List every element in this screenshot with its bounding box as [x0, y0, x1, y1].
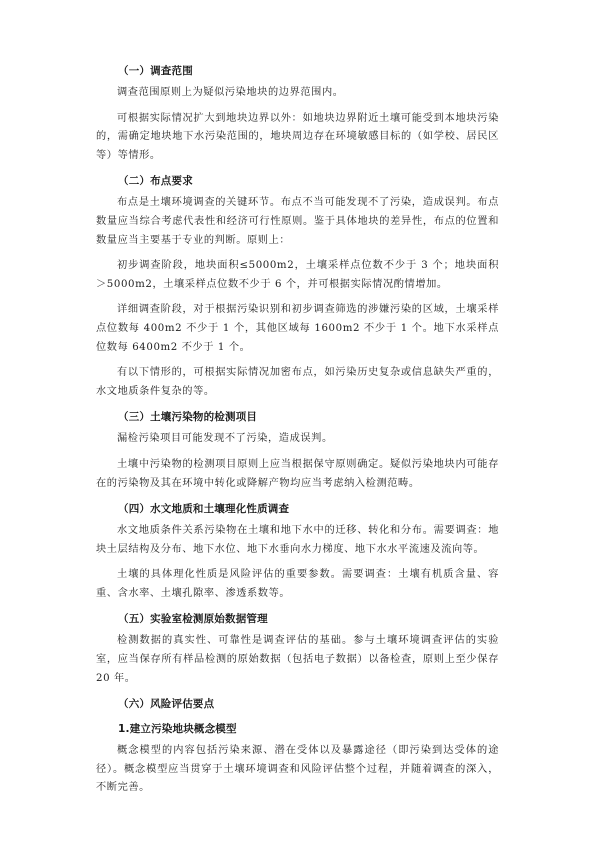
- document-body: [0, 62, 595, 798]
- paragraph: 详细调查阶段，对于根据污染识别和初步调查筛选的涉嫌污染的区域，土壤采样点位数每 400m2 不少于 1 个，其他区域每 1600m2 不少于 1 个。地下水采样点位数每 6400m2 不少于 1 个。: [96, 304, 499, 353]
- section-soil-test-items: [0, 408, 595, 493]
- paragraph: 水文地质条件关系污染物在土壤和地下水中的迁移、转化和分布。需要调查：地块土层结构及分布、地下水位、地下水垂向水力梯度、地下水水平流速及流向等。: [96, 525, 499, 555]
- section-heading: （六）风险评估要点: [118, 698, 215, 711]
- paragraph: 概念模型的内容包括污染来源、潜在受体以及暴露途径（即污染到达受体的途径）。概念模型应当贯穿于土壤环境调查和风险评估整个过程，并随着调查的深入，不断完善。: [96, 745, 499, 794]
- section-hydrogeology: [0, 500, 595, 603]
- section-conceptual-model: [0, 720, 595, 798]
- section-sampling-requirements: [0, 172, 595, 401]
- section-survey-scope: [0, 62, 595, 165]
- section-heading: （五）实验室检测原始数据管理: [118, 613, 268, 626]
- section-lab-data-management: [0, 610, 595, 688]
- section-heading: （二）布点要求: [118, 175, 193, 188]
- paragraph: 可根据实际情况扩大到地块边界以外：如地块边界附近土壤可能受到本地块污染的，需确定地块地下水污染范围的，地块周边存在环境敏感目标的（如学校、居民区等）等情形。: [96, 112, 499, 161]
- section-heading: （一）调查范围: [118, 65, 193, 77]
- section-heading: （三）土壤污染物的检测项目: [118, 411, 258, 424]
- paragraph: 有以下情形的，可根据实际情况加密布点，如污染历史复杂或信息缺失严重的，水文地质条件复杂的等。: [96, 367, 499, 397]
- paragraph: 漏检污染项目可能发现不了污染，造成误判。: [117, 433, 333, 445]
- subsection-heading: 1.建立污染地块概念模型: [118, 723, 237, 736]
- section-risk-assessment: [0, 695, 595, 713]
- paragraph: 初步调查阶段，地块面积≤5000m2，土壤采样点位数不少于 3 个；地块面积＞5000m2，土壤采样点位数不少于 6 个，并可根据实际情况酌情增加。: [96, 260, 499, 290]
- section-heading: （四）水文地质和土壤理化性质调查: [118, 503, 290, 516]
- paragraph: 布点是土壤环境调查的关键环节。布点不当可能发现不了污染，造成误判。布点数量应当综合考虑代表性和经济可行性原则。鉴于具体地块的差异性，布点的位置和数量应当主要基于专业的判断。原则上：: [96, 197, 499, 246]
- paragraph: 土壤的具体理化性质是风险评估的重要参数。需要调查：土壤有机质含量、容重、含水率、土壤孔隙率、渗透系数等。: [96, 569, 499, 599]
- paragraph: 检测数据的真实性、可靠性是调查评估的基础。参与土壤环境调查评估的实验室，应当保存所有样品检测的原始数据（包括电子数据）以备检查，原则上至少保存 20 年。: [96, 635, 499, 684]
- paragraph: 土壤中污染物的检测项目原则上应当根据保守原则确定。疑似污染地块内可能存在的污染物及其在环境中转化或降解产物均应当考虑纳入检测范畴。: [96, 458, 499, 489]
- paragraph: 调查范围原则上为疑似污染地块的边界范围内。: [117, 87, 344, 98]
